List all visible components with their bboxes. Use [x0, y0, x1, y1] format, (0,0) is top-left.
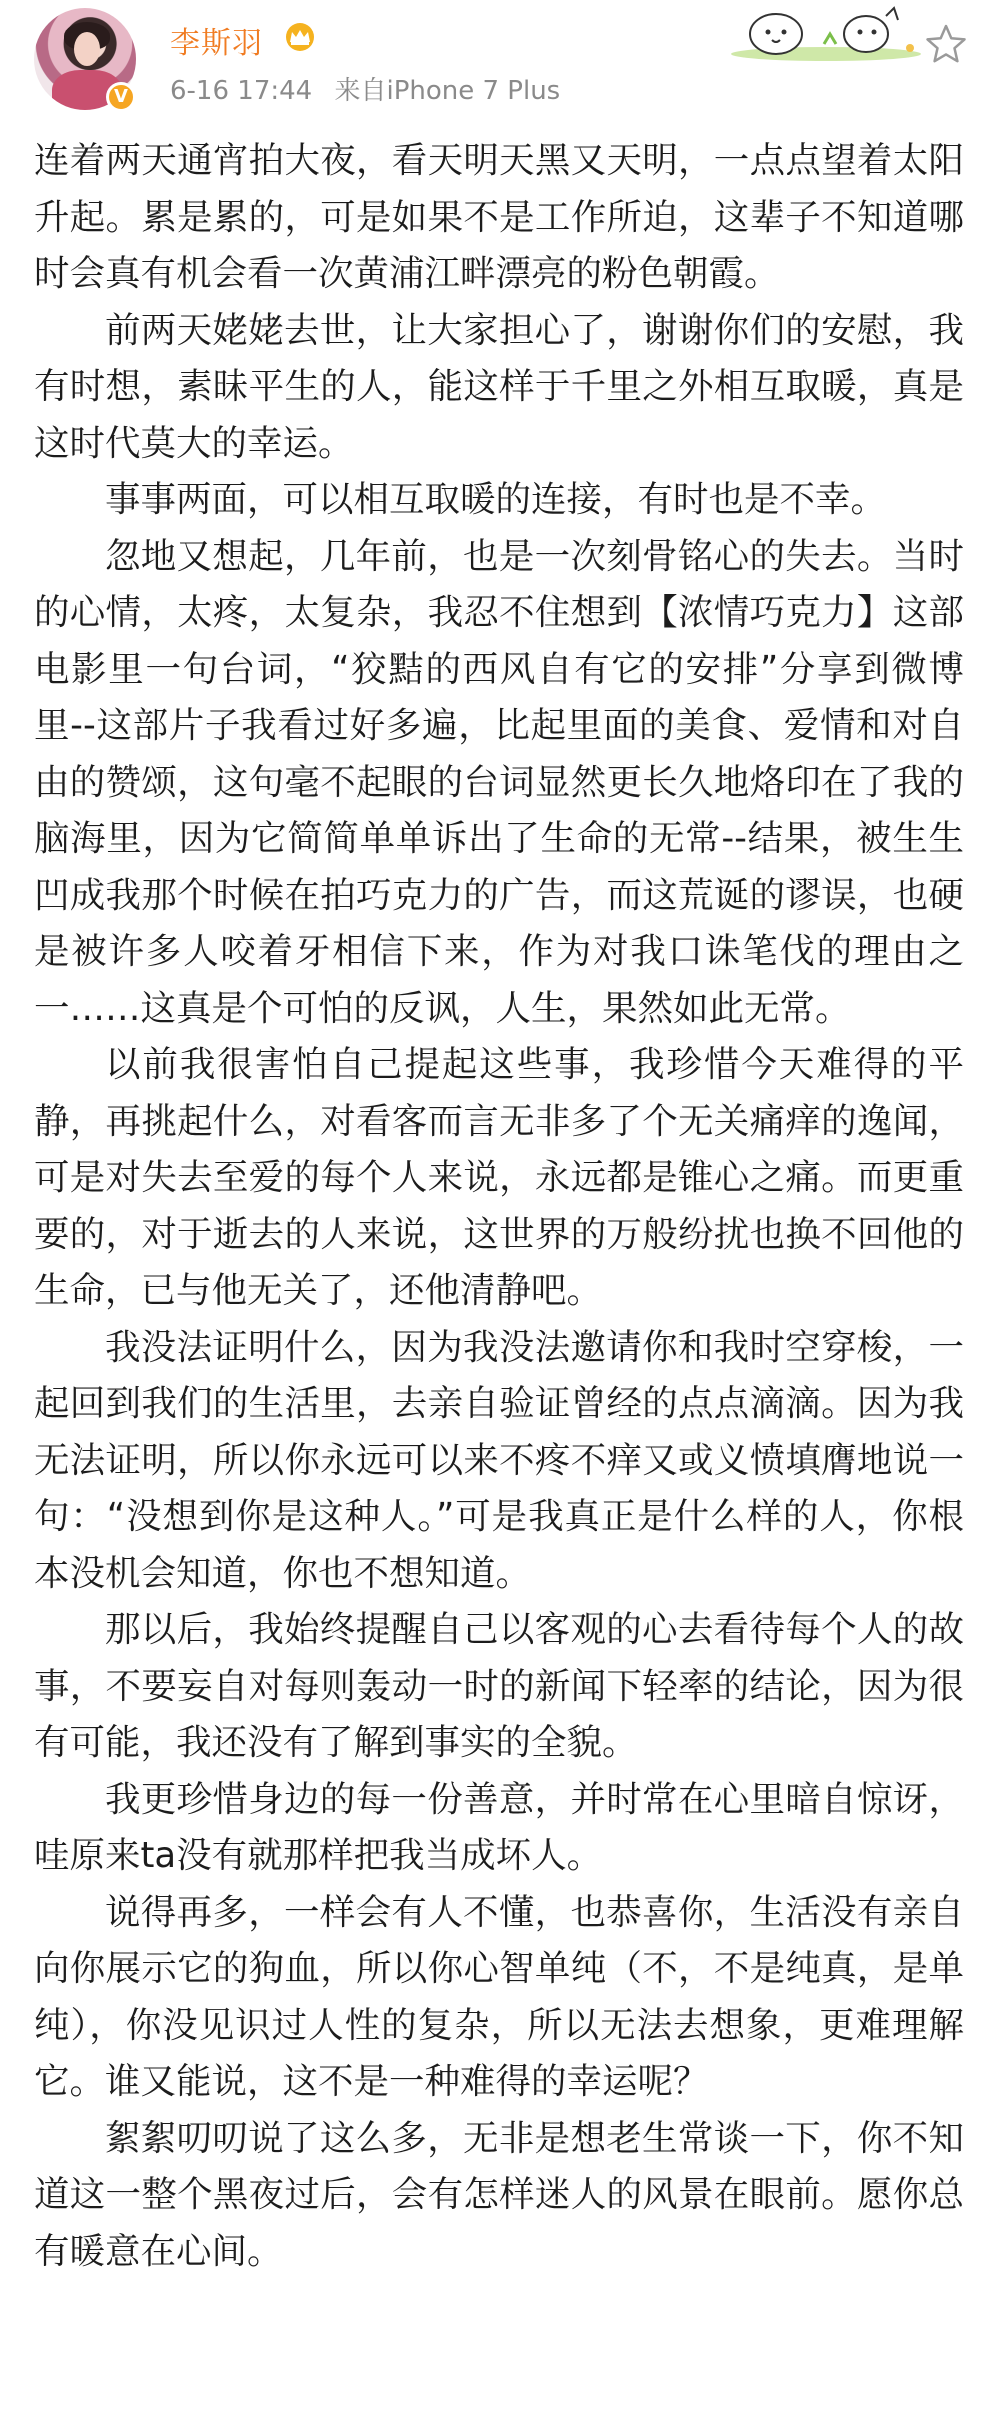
post-source: 来自iPhone 7 Plus	[334, 76, 561, 106]
post-header	[0, 0, 1000, 125]
post-time: 6-16 17:44	[170, 76, 313, 106]
star-outline-icon[interactable]	[924, 22, 968, 66]
avatar-face	[74, 32, 100, 66]
post-paragraph-6: 我没法证明什么，因为我没法邀请你和我时空穿梭，一起回到我们的生活里，去亲自验证曾经的点点滴滴。因为我无法证明，所以你永远可以来不疼不痒又或义愤填膺地说一句：“没想到你是这种人。”可是我真正是什么样的人，你根本没机会知道，你也不想知道。	[34, 1326, 964, 1594]
post-paragraph-5: 以前我很害怕自己提起这些事，我珍惜今天难得的平静，再挑起什么，对看客而言无非多了个无关痛痒的逸闻，可是对失去至爱的每个人来说，永远都是锥心之痛。而更重要的，对于逝去的人来说，这世界的万般纷扰也换不回他的生命，已与他无关了，还他清静吧。	[34, 1044, 964, 1311]
post-paragraph-2: 前两天姥姥去世，让大家担心了，谢谢你们的安慰，我有时想，素昧平生的人，能这样于千里之外相互取暖，真是这时代莫大的幸运。	[34, 309, 964, 464]
author-name[interactable]: 李斯羽	[170, 26, 263, 61]
post-body	[34, 133, 964, 2280]
cartoon-sheep-decoration	[726, 4, 926, 64]
vip-crown-icon	[282, 22, 318, 52]
post-meta	[170, 70, 560, 107]
verified-badge-icon: V	[106, 82, 136, 112]
post-paragraph-3: 事事两面，可以相互取暖的连接，有时也是不幸。	[105, 479, 887, 520]
post-paragraph-4: 忽地又想起，几年前，也是一次刻骨铭心的失去。当时的心情，太疼，太复杂，我忍不住想到【浓情巧克力】这部电影里一句台词，“狡黠的西风自有它的安排”分享到微博里--这部片子我看过好多遍，比起里面的美食、爱情和对自由的赞颂，这句毫不起眼的台词显然更长久地烙印在了我的脑海里，因为它简简单单诉出了生命的无常--结果，被生生凹成我那个时候在拍巧克力的广告，而这荒诞的谬误，也硬是被许多人咬着牙相信下来，作为对我口诛笔伐的理由之一……这真是个可怕的反讽，人生，果然如此无常。	[34, 535, 964, 1029]
post-paragraph-10: 絮絮叨叨说了这么多，无非是想老生常谈一下，你不知道这一整个黑夜过后，会有怎样迷人的风景在眼前。愿你总有暖意在心间。	[34, 2117, 964, 2272]
bottom-fade-overlay	[0, 2300, 1000, 2428]
post-paragraph-1: 连着两天通宵拍大夜，看天明天黑又天明，一点点望着太阳升起。累是累的，可是如果不是工作所迫，这辈子不知道哪时会真有机会看一次黄浦江畔漂亮的粉色朝霞。	[34, 140, 964, 294]
post-paragraph-8: 我更珍惜身边的每一份善意，并时常在心里暗自惊讶，哇原来ta没有就那样把我当成坏人。	[34, 1778, 964, 1876]
post-paragraph-7: 那以后，我始终提醒自己以客观的心去看待每个人的故事，不要妄自对每则轰动一时的新闻下轻率的结论，因为很有可能，我还没有了解到事实的全貌。	[34, 1609, 964, 1763]
post-paragraph-9: 说得再多，一样会有人不懂，也恭喜你，生活没有亲自向你展示它的狗血，所以你心智单纯（不，不是纯真，是单纯），你没见识过人性的复杂，所以无法去想象，更难理解它。谁又能说，这不是一种难得的幸运呢？	[34, 1891, 964, 2102]
